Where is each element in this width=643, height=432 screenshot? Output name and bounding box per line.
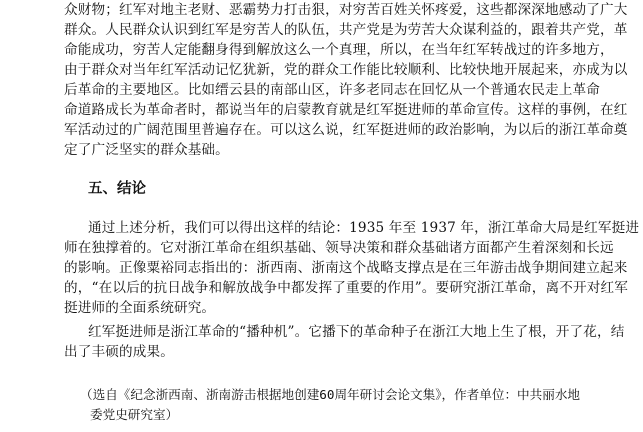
- paragraph-line: 命能成功，穷苦人定能翻身得到解放这么一个真理，所以，在当年红军转战过的许多地方，: [64, 42, 614, 58]
- paragraph-line: 后革命的主要地区。比如缙云县的南部山区，许多老同志在回忆从一个普通农民走上革命: [64, 82, 601, 98]
- paragraph-line: 众财物；红军对地主老财、恶霸势力打击狠，对穷苦百姓关怀疼爱，这些都深深地感动了广大: [64, 2, 628, 18]
- paragraph-line: 红军挺进师是浙江革命的“播种机”。它播下的革命种子在浙江大地上生了根，开了花，结: [88, 324, 625, 340]
- paragraph-line: 出了丰硕的成果。: [64, 344, 174, 360]
- paragraph-line: 群众。人民群众认识到红军是穷苦人的队伍，共产党是为劳苦大众谋利益的，跟着共产党，革: [64, 22, 628, 38]
- paragraph-line: 挺进师的全面系统研究。: [64, 300, 216, 316]
- paragraph-line: 命道路成长为革命者时，都说当年的启蒙教育就是红军挺进师的革命宣传。这样的事例，在红: [64, 102, 628, 118]
- paragraph-line: 的影响。正像粟裕同志指出的：浙西南、浙南这个战略支撑点是在三年游击战争期间建立起来: [64, 260, 628, 276]
- paragraph-line: 定了广泛坚实的群众基础。: [64, 142, 229, 158]
- paragraph-line: 由于群众对当年红军活动记忆犹新，党的群众工作能比较顺利、比较快地开展起来，亦成为以: [64, 62, 628, 78]
- source-note-line: 委党史研究室）: [90, 407, 179, 422]
- source-note-line: （选自《纪念浙西南、浙南游击根据地创建60周年研讨会论文集》，作者单位：中共丽水地: [80, 387, 581, 402]
- paragraph-line: 通过上述分析，我们可以得出这样的结论：1935 年至 1937 年，浙江革命大局是红军挺进: [88, 220, 640, 236]
- section-heading: 五、结论: [88, 181, 146, 197]
- paragraph-line: 军活动过的广阔范围里普遍存在。可以这么说，红军挺进师的政治影响，为以后的浙江革命奠: [64, 122, 628, 138]
- paragraph-line: 的，“在以后的抗日战争和解放战争中都发挥了重要的作用”。要研究浙江革命，离不开对红军: [64, 280, 628, 296]
- paragraph-line: 师在独撑着的。它对浙江革命在组织基础、领导决策和群众基础诸方面都产生着深刻和长远: [64, 240, 614, 256]
